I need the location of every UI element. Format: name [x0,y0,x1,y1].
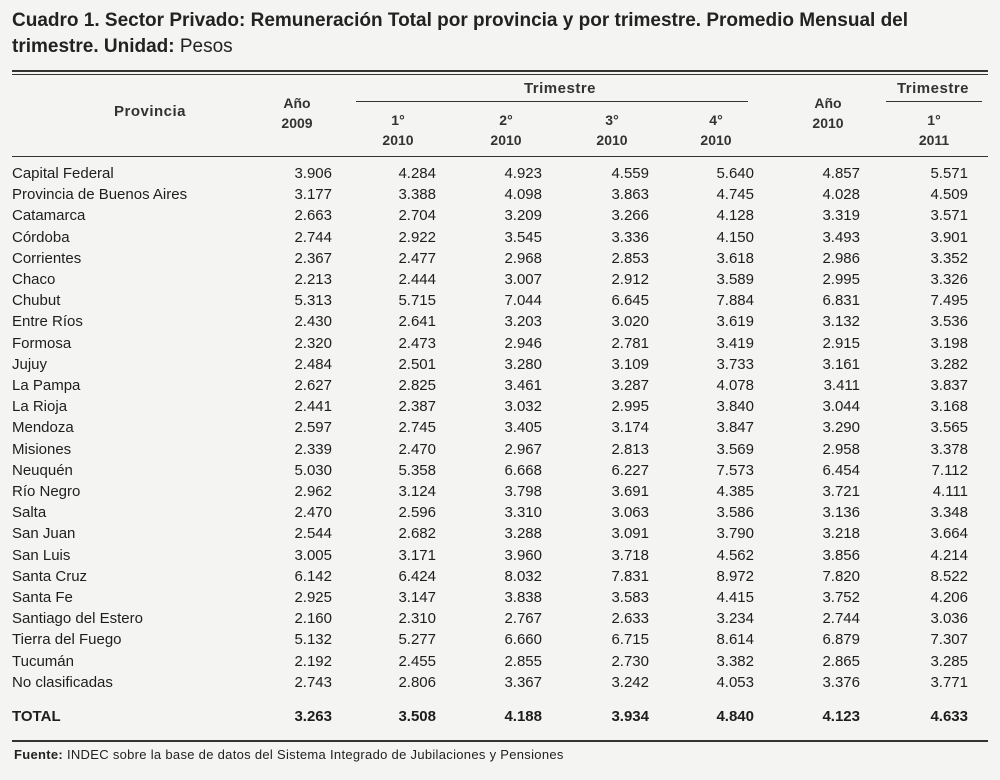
province-name: San Luis [12,546,71,564]
table-row [12,608,968,629]
value-cell: 8.972 [716,567,754,585]
total-label: TOTAL [12,708,61,725]
province-name: Entre Ríos [12,313,83,331]
value-cell: 3.664 [930,525,968,543]
value-cell: 3.326 [930,271,968,289]
value-cell: 7.044 [504,292,542,310]
value-cell: 5.358 [398,461,436,479]
province-name: Tierra del Fuego [12,631,122,649]
table-row [12,651,968,672]
header-trimestre-group-2011: Trimestre [896,80,970,97]
table-row [12,396,968,417]
table-row [12,587,968,608]
value-cell: 3.288 [504,525,542,543]
header-q1-2011: 1° 2011 [918,112,950,148]
value-cell: 3.840 [716,398,754,416]
value-cell: 3.382 [716,652,754,670]
value-cell: 7.495 [930,292,968,310]
value-cell: 3.771 [930,673,968,691]
value-cell: 3.032 [504,398,542,416]
total-cell: 4.188 [504,708,542,725]
value-cell: 3.405 [504,419,542,437]
province-name: Chaco [12,271,56,289]
value-cell: 2.663 [294,207,332,225]
value-cell: 2.744 [822,610,860,628]
top-rule [12,70,988,72]
value-cell: 3.906 [294,165,332,182]
province-name: Provincia de Buenos Aires [12,186,188,204]
value-cell: 3.960 [504,546,542,564]
table-row [12,502,968,523]
value-cell: 3.020 [611,313,649,331]
value-cell: 5.277 [398,631,436,649]
value-cell: 7.573 [716,461,754,479]
value-cell: 2.781 [611,334,649,352]
value-cell: 2.925 [294,589,332,607]
value-cell: 2.995 [611,398,649,416]
total-cell: 3.934 [611,708,649,725]
value-cell: 3.545 [504,228,542,246]
total-cell: 4.840 [716,708,754,725]
header-anio-2009: Año 2009 [281,95,313,131]
table-row [12,523,968,544]
value-cell: 2.825 [398,377,436,395]
value-cell: 2.367 [294,249,332,267]
value-cell: 5.030 [294,461,332,479]
value-cell: 3.063 [611,504,649,522]
value-cell: 3.177 [294,186,332,204]
province-name: Misiones [12,440,72,458]
value-cell: 2.470 [398,440,436,458]
province-name: San Juan [12,525,76,543]
value-cell: 3.583 [611,589,649,607]
value-cell: 6.660 [504,631,542,649]
value-cell: 3.290 [822,419,860,437]
value-cell: 3.287 [611,377,649,395]
value-cell: 3.847 [716,419,754,437]
value-cell: 3.798 [504,483,542,501]
value-cell: 3.282 [930,355,968,373]
table-row [12,481,968,502]
value-cell: 2.915 [822,334,860,352]
value-cell: 2.473 [398,334,436,352]
value-cell: 7.112 [931,461,968,479]
top-rule-thin [12,74,988,75]
value-cell: 2.596 [398,504,436,522]
value-cell: 4.923 [504,165,542,182]
value-cell: 2.853 [611,249,649,267]
value-cell: 4.745 [716,186,754,204]
value-cell: 3.378 [930,440,968,458]
value-cell: 4.028 [822,186,860,204]
table-row [12,375,968,396]
value-cell: 4.857 [822,165,860,182]
header-bottom-rule [12,156,988,157]
value-cell: 3.044 [822,398,860,416]
table-row [12,672,968,693]
table-row [12,290,968,311]
value-cell: 2.470 [294,504,332,522]
value-cell: 3.209 [504,207,542,225]
value-cell: 3.218 [822,525,860,543]
value-cell: 3.733 [716,355,754,373]
value-cell: 2.641 [398,313,436,331]
value-cell: 2.444 [398,271,436,289]
value-cell: 7.884 [716,292,754,310]
value-cell: 2.192 [294,652,332,670]
value-cell: 4.111 [932,483,968,501]
value-cell: 3.856 [822,546,860,564]
value-cell: 2.767 [504,610,542,628]
header-q1-2010: 1° 2010 [382,112,414,148]
table-row [12,629,968,650]
value-cell: 8.032 [504,567,542,585]
value-cell: 2.501 [398,355,436,373]
value-cell: 4.385 [716,483,754,501]
value-cell: 4.150 [716,228,754,246]
value-cell: 3.411 [823,377,860,395]
table-row [12,311,968,332]
table-row [12,184,968,205]
value-cell: 8.614 [716,631,754,649]
value-cell: 2.744 [294,228,332,246]
value-cell: 5.715 [398,292,436,310]
value-cell: 3.493 [822,228,860,246]
value-cell: 2.544 [294,525,332,543]
value-cell: 3.901 [930,228,968,246]
value-cell: 3.790 [716,525,754,543]
data-table [12,163,968,693]
value-cell: 2.962 [294,483,332,501]
province-name: Neuquén [12,461,73,479]
total-cell: 3.263 [294,708,332,725]
value-cell: 4.078 [716,377,754,395]
value-cell: 2.339 [294,440,332,458]
value-cell: 8.522 [930,567,968,585]
province-name: Río Negro [12,483,81,501]
value-cell: 3.586 [716,504,754,522]
value-cell: 2.968 [504,249,542,267]
value-cell: 2.213 [294,271,332,289]
value-cell: 3.565 [930,419,968,437]
value-cell: 3.285 [930,652,968,670]
table-row [12,439,968,460]
province-name: Córdoba [12,228,70,246]
value-cell: 3.718 [611,546,649,564]
value-cell: 3.752 [822,589,860,607]
value-cell: 3.132 [822,313,860,331]
province-name: La Pampa [12,377,81,395]
province-name: No clasificadas [12,673,113,691]
value-cell: 3.109 [611,355,649,373]
value-cell: 3.136 [822,504,860,522]
table-row [12,269,968,290]
value-cell: 3.319 [822,207,860,225]
value-cell: 3.536 [930,313,968,331]
province-name: Santiago del Estero [12,610,143,628]
value-cell: 6.831 [822,292,860,310]
value-cell: 2.441 [294,398,332,416]
value-cell: 4.206 [930,589,968,607]
value-cell: 3.589 [716,271,754,289]
value-cell: 3.569 [716,440,754,458]
value-cell: 3.618 [716,249,754,267]
header-provincia: Provincia [113,103,187,120]
value-cell: 3.348 [930,504,968,522]
value-cell: 5.132 [294,631,332,649]
value-cell: 3.352 [930,249,968,267]
trimestre-rule [356,101,748,102]
value-cell: 3.091 [611,525,649,543]
value-cell: 2.627 [294,377,332,395]
value-cell: 2.477 [398,249,436,267]
value-cell: 3.571 [930,207,968,225]
value-cell: 3.124 [398,483,436,501]
province-name: Santa Cruz [12,567,88,585]
value-cell: 3.171 [398,546,436,564]
value-cell: 2.320 [294,334,332,352]
value-cell: 7.820 [822,567,860,585]
value-cell: 2.704 [398,207,436,225]
value-cell: 4.214 [930,546,968,564]
value-cell: 3.691 [611,483,649,501]
value-cell: 3.036 [930,610,968,628]
bottom-rule [12,740,988,742]
value-cell: 5.313 [294,292,332,310]
value-cell: 4.559 [611,165,649,182]
value-cell: 2.387 [398,398,436,416]
header-q4-2010: 4° 2010 [700,112,732,148]
value-cell: 3.174 [611,419,649,437]
trimestre-2011-rule [886,101,982,102]
province-name: Santa Fe [12,589,73,607]
value-cell: 3.147 [398,589,436,607]
value-cell: 4.415 [716,589,754,607]
value-cell: 3.310 [504,504,542,522]
source-note: Fuente: INDEC sobre la base de datos del Sistema Integrado de Jubilaciones y Pensiones [14,747,564,762]
province-name: La Rioja [12,398,68,416]
table-row [12,354,968,375]
value-cell: 3.234 [716,610,754,628]
value-cell: 5.640 [716,165,754,182]
value-cell: 6.424 [398,567,436,585]
province-name: Jujuy [12,355,48,373]
province-name: Formosa [12,334,72,352]
total-cell: 3.508 [398,708,436,725]
value-cell: 3.863 [611,186,649,204]
value-cell: 4.509 [930,186,968,204]
value-cell: 3.242 [611,673,649,691]
table-row [12,545,968,566]
province-name: Catamarca [12,207,86,225]
value-cell: 2.484 [294,355,332,373]
value-cell: 6.715 [611,631,649,649]
value-cell: 3.336 [611,228,649,246]
table-row [12,163,968,184]
value-cell: 6.645 [611,292,649,310]
value-cell: 3.168 [930,398,968,416]
value-cell: 3.280 [504,355,542,373]
value-cell: 4.284 [398,165,436,182]
value-cell: 6.879 [822,631,860,649]
value-cell: 4.128 [716,207,754,225]
value-cell: 3.388 [398,186,436,204]
value-cell: 2.958 [822,440,860,458]
value-cell: 3.376 [822,673,860,691]
value-cell: 3.266 [611,207,649,225]
value-cell: 2.745 [398,419,436,437]
value-cell: 3.203 [504,313,542,331]
value-cell: 2.633 [611,610,649,628]
value-cell: 4.098 [504,186,542,204]
value-cell: 2.986 [822,249,860,267]
value-cell: 3.619 [716,313,754,331]
province-name: Capital Federal [12,165,114,182]
value-cell: 3.837 [930,377,968,395]
total-row [12,708,988,730]
value-cell: 2.922 [398,228,436,246]
value-cell: 2.813 [611,440,649,458]
province-name: Chubut [12,292,61,310]
value-cell: 2.310 [398,610,436,628]
header-trimestre-group: Trimestre [523,80,597,97]
value-cell: 3.461 [504,377,542,395]
value-cell: 2.967 [504,440,542,458]
value-cell: 7.307 [930,631,968,649]
value-cell: 2.730 [611,652,649,670]
value-cell: 2.946 [504,334,542,352]
total-cell: 4.123 [822,708,860,725]
province-name: Tucumán [12,652,74,670]
value-cell: 2.597 [294,419,332,437]
header-q2-2010: 2° 2010 [490,112,522,148]
value-cell: 3.419 [716,334,754,352]
value-cell: 7.831 [611,567,649,585]
value-cell: 2.806 [398,673,436,691]
table-row [12,333,968,354]
value-cell: 2.455 [398,652,436,670]
province-name: Corrientes [12,249,82,267]
value-cell: 3.838 [504,589,542,607]
value-cell: 4.562 [716,546,754,564]
value-cell: 3.161 [822,355,860,373]
value-cell: 3.005 [294,546,332,564]
value-cell: 6.668 [504,461,542,479]
value-cell: 4.053 [716,673,754,691]
value-cell: 2.912 [611,271,649,289]
value-cell: 6.142 [294,567,332,585]
value-cell: 3.198 [930,334,968,352]
value-cell: 6.227 [611,461,649,479]
value-cell: 5.571 [930,165,968,182]
table-row [12,460,968,481]
value-cell: 6.454 [822,461,860,479]
province-name: Salta [12,504,47,522]
table-row [12,566,968,587]
value-cell: 3.721 [822,483,860,501]
value-cell: 2.160 [294,610,332,628]
table-row [12,248,968,269]
value-cell: 3.367 [504,673,542,691]
header-q3-2010: 3° 2010 [596,112,628,148]
value-cell: 2.430 [294,313,332,331]
value-cell: 2.682 [398,525,436,543]
header-anio-2010: Año 2010 [812,95,844,131]
value-cell: 2.995 [822,271,860,289]
total-cell: 4.633 [930,708,968,725]
table-row [12,205,968,226]
value-cell: 2.855 [504,652,542,670]
table-title: Cuadro 1. Sector Privado: Remuneración Total por provincia y por trimestre. Promedio Mensual del trimestre. Unidad: Pesos [12,10,909,57]
table-row [12,417,968,438]
table-row [12,227,968,248]
value-cell: 3.007 [504,271,542,289]
province-name: Mendoza [12,419,74,437]
value-cell: 2.743 [294,673,332,691]
value-cell: 2.865 [822,652,860,670]
